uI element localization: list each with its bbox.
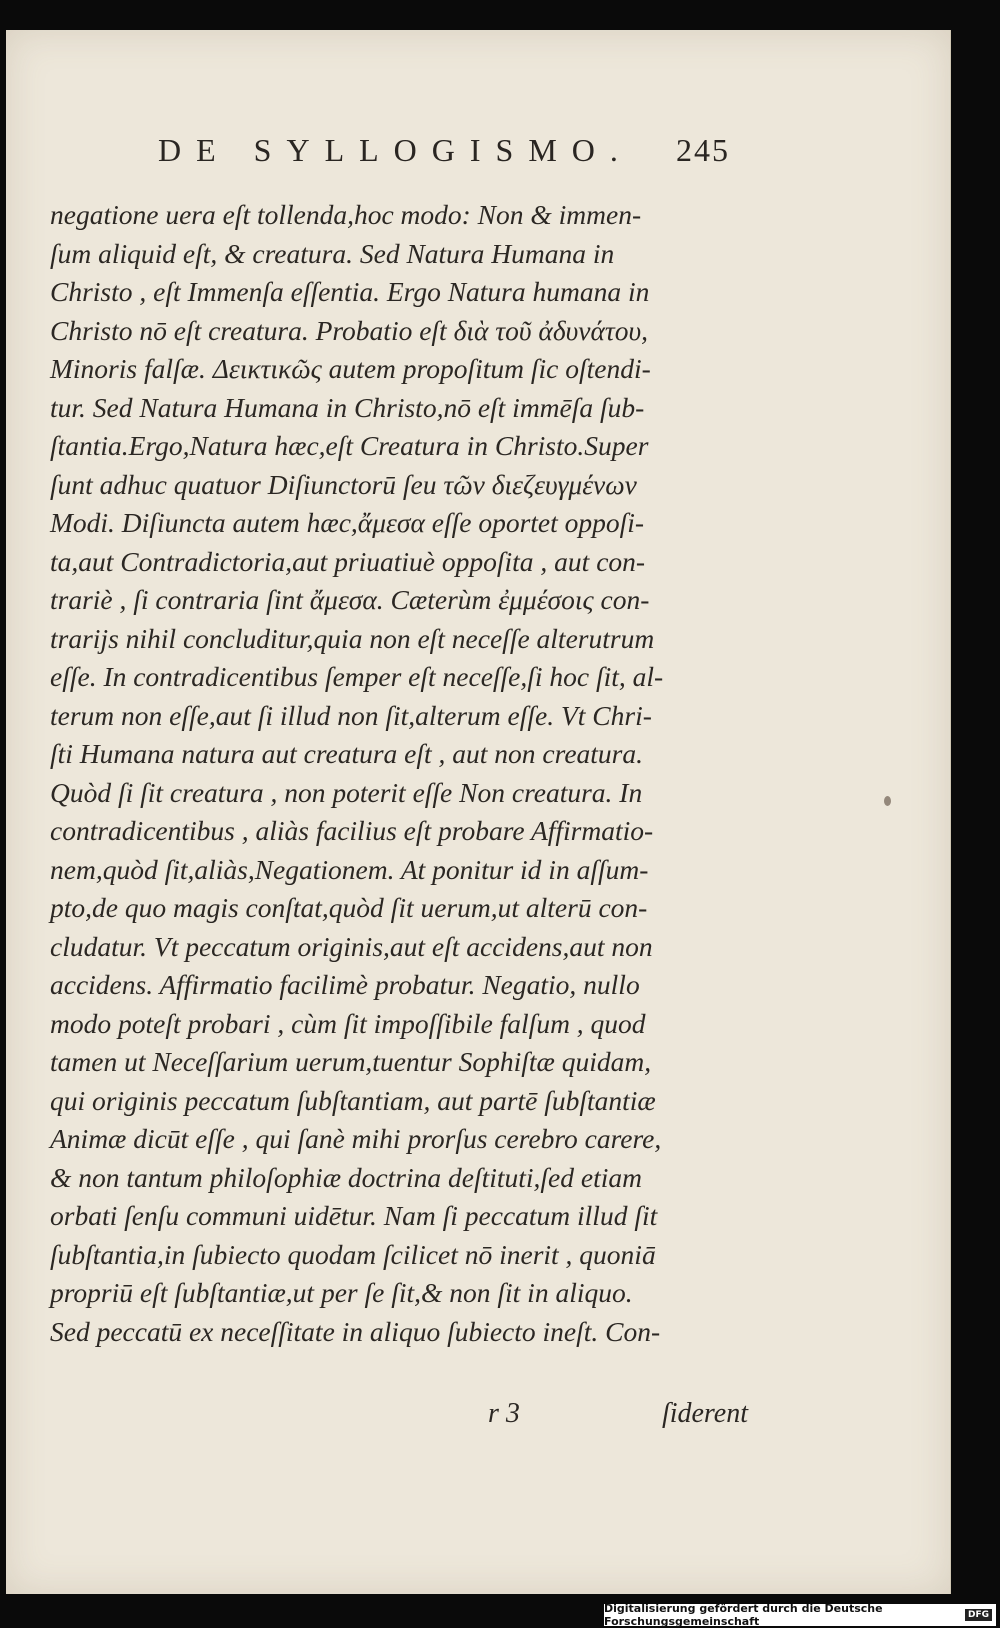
text-line: ſum aliquid eſt, & creatura. Sed Natura Humana in [50, 237, 615, 269]
text-line: Christo nō eſt creatura. Probatio eſt διὰ τοῦ ἀδυνάτου, [50, 314, 648, 346]
text-line: ſti Humana natura aut creatura eſt , aut non creatura. [50, 738, 643, 769]
text-line: orbati ſenſu communi uidētur. Nam ſi peccatum illud ſit [50, 1200, 658, 1231]
page-header [158, 132, 730, 192]
text-line: negatione uera eſt tollenda,hoc modo: Non & immen- [50, 199, 642, 230]
text-line: cludatur. Vt peccatum originis,aut eſt accidens,aut non [50, 930, 653, 962]
text-line: Quòd ſi ſit creatura , non poterit eſſe Non creatura. In [50, 776, 643, 808]
text-line: Animæ dicūt eſſe , qui ſanè mihi prorſus cerebro carere, [50, 1123, 662, 1154]
text-line: trarijs nihil concluditur,quia non eſt neceſſe alterutrum [50, 622, 655, 654]
stamp-text: Digitalisierung gefördert durch die Deutsche Forschungsgemeinschaft [604, 1602, 883, 1628]
text-line: qui originis peccatum ſubſtantiam, aut partē ſubſtantiæ [50, 1084, 656, 1116]
text-line: terum non eſſe,aut ſi illud non ſit,alterum eſſe. Vt Chri- [50, 699, 652, 731]
text-line: nem,quòd ſit,aliàs,Negationem. At ponitur id in aſſum- [50, 853, 649, 885]
text-line: ta,aut Contradictoria,aut priuatiuè oppoſita , aut con- [50, 545, 646, 577]
text-line: pto,de quo magis conſtat,quòd ſit uerum,ut alterū con- [50, 892, 648, 923]
page-footer [488, 1398, 748, 1438]
text-line: tamen ut Neceſſarium uerum,tuentur Sophiſtæ quidam, [50, 1046, 652, 1077]
text-line: ſubſtantia,in ſubiecto quodam ſcilicet nō inerit , quoniā [50, 1238, 656, 1270]
text-line: Minoris falſæ. Δεικτικῶς autem propoſitum ſic oſtendi- [50, 353, 651, 384]
body-text [50, 196, 740, 1351]
signature-mark: r 3 [488, 1398, 520, 1429]
text-line: Sed peccatū ex neceſſitate in aliquo ſubiecto ineſt. Con- [50, 1315, 661, 1347]
text-line: contradicentibus , aliàs facilius eſt probare Affirmatio- [50, 815, 654, 846]
dfg-logo: DFG [965, 1609, 992, 1621]
text-line: accidens. Affirmatio facilimè probatur. Negatio, nullo [50, 969, 640, 1000]
text-line: propriū eſt ſubſtantiæ,ut per ſe ſit,& non ſit in aliquo. [50, 1277, 633, 1308]
text-line: trariè , ſi contraria ſint ἄμεσα. Cæterùm ἐμμέσοις con- [50, 584, 650, 615]
catchword: ſiderent [661, 1398, 748, 1429]
text-line: & non tantum philoſophiæ doctrina deſtituti,ſed etiam [50, 1161, 642, 1193]
running-title: DE SYLLOGISMO. [158, 132, 633, 168]
text-line: ſunt adhuc quatuor Diſiunctorū ſeu τῶν διεζευγμένων [50, 468, 637, 500]
page-number: 245 [676, 132, 730, 168]
text-line: tur. Sed Natura Humana in Christo,nō eſt immēſa ſub- [50, 391, 645, 423]
text-line: ſtantia.Ergo,Natura hæc,eſt Creatura in Christo.Super [50, 430, 649, 461]
text-line: Christo , eſt Immenſa eſſentia. Ergo Natura humana in [50, 276, 650, 307]
text-line: modo poteſt probari , cùm ſit impoſſibile falſum , quod [50, 1007, 646, 1039]
text-line: Modi. Diſiuncta autem hæc,ἄμεσα eſſe oportet oppoſi- [50, 507, 645, 538]
digitization-stamp [604, 1604, 996, 1626]
paper-spot [884, 796, 891, 806]
text-line: eſſe. In contradicentibus ſemper eſt neceſſe,ſi hoc ſit, al- [50, 661, 664, 692]
